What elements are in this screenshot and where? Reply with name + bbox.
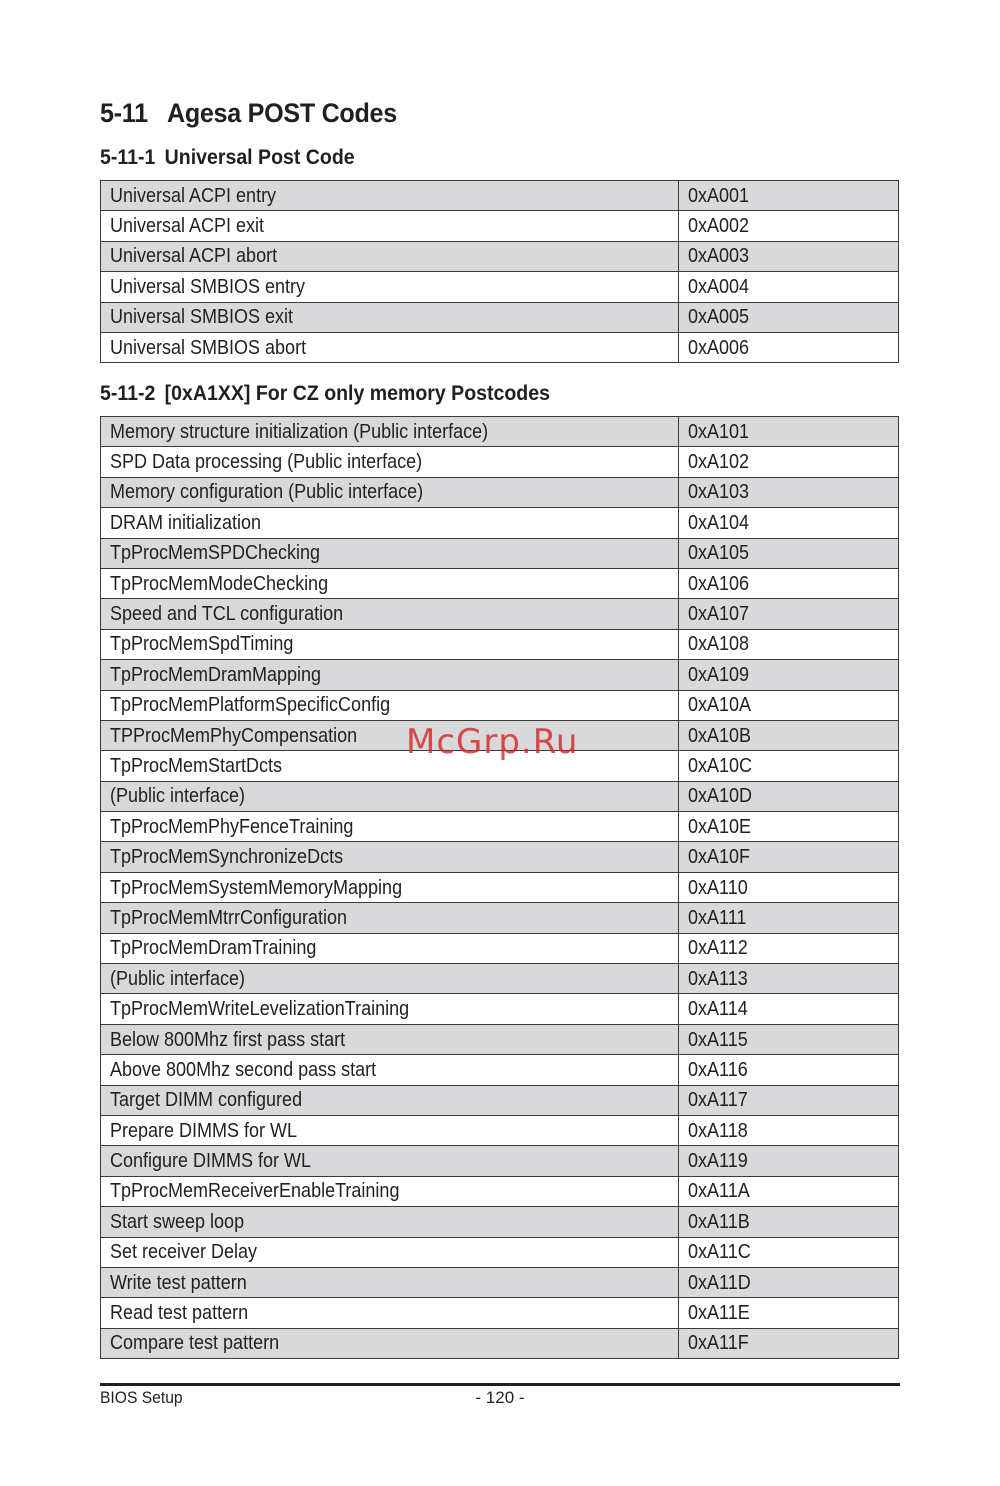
page-number: - 120 - <box>475 1388 525 1407</box>
postcode-description <box>101 538 679 568</box>
description-text: Universal SMBIOS entry <box>110 275 306 298</box>
postcode-description <box>101 447 679 477</box>
description-text: Compare test pattern <box>110 1332 280 1355</box>
postcode-description <box>101 1176 679 1206</box>
postcode-value <box>679 1115 899 1145</box>
code-text: 0xA004 <box>688 275 750 298</box>
table-row <box>101 872 899 902</box>
postcode-value <box>679 477 899 507</box>
table-row <box>101 629 899 659</box>
postcode-description <box>101 720 679 750</box>
postcode-value <box>679 660 899 690</box>
table-row <box>101 272 899 302</box>
description-text: Start sweep loop <box>110 1210 245 1233</box>
code-text: 0xA117 <box>688 1089 748 1112</box>
description-text: TpProcMemStartDcts <box>110 754 283 777</box>
postcode-value <box>679 842 899 872</box>
description-text: Prepare DIMMS for WL <box>110 1119 298 1142</box>
subsection-heading-memory <box>100 382 550 406</box>
postcode-value <box>679 1267 899 1297</box>
code-text: 0xA11F <box>688 1332 749 1355</box>
code-text: 0xA11A <box>688 1180 750 1203</box>
postcode-value <box>679 1085 899 1115</box>
postcode-description <box>101 660 679 690</box>
postcode-description <box>101 1146 679 1176</box>
table-row <box>101 1267 899 1297</box>
table-row <box>101 690 899 720</box>
table-row <box>101 994 899 1024</box>
table-row <box>101 211 899 241</box>
table-row <box>101 781 899 811</box>
code-text: 0xA11D <box>688 1271 751 1294</box>
postcode-value <box>679 241 899 271</box>
description-text: Read test pattern <box>110 1302 249 1325</box>
footer-title: BIOS Setup <box>100 1388 183 1407</box>
description-text: (Public interface) <box>110 967 246 990</box>
table-row <box>101 964 899 994</box>
subsection-title: [0xA1XX] For CZ only memory Postcodes <box>164 382 550 405</box>
description-text: Configure DIMMS for WL <box>110 1150 312 1173</box>
table-row <box>101 1024 899 1054</box>
description-text: Universal ACPI entry <box>110 184 277 207</box>
postcode-value <box>679 812 899 842</box>
postcode-description <box>101 241 679 271</box>
postcode-description <box>101 1115 679 1145</box>
table-row <box>101 447 899 477</box>
postcode-description <box>101 964 679 994</box>
description-text: Below 800Mhz first pass start <box>110 1028 346 1051</box>
description-text: TpProcMemPhyFenceTraining <box>110 815 354 838</box>
description-text: TpProcMemPlatformSpecificConfig <box>110 694 391 717</box>
code-text: 0xA115 <box>688 1028 748 1051</box>
table-row <box>101 599 899 629</box>
postcode-description <box>101 781 679 811</box>
table-row <box>101 332 899 362</box>
postcode-value <box>679 690 899 720</box>
description-text: Universal SMBIOS exit <box>110 306 294 329</box>
code-text: 0xA104 <box>688 511 750 534</box>
postcode-value <box>679 781 899 811</box>
code-text: 0xA11C <box>688 1241 751 1264</box>
postcode-value <box>679 1207 899 1237</box>
postcode-value <box>679 720 899 750</box>
postcode-value <box>679 1298 899 1328</box>
postcode-description <box>101 181 679 211</box>
postcode-description <box>101 508 679 538</box>
description-text: DRAM initialization <box>110 511 262 534</box>
postcode-description <box>101 272 679 302</box>
postcode-value <box>679 181 899 211</box>
table-row <box>101 1115 899 1145</box>
postcode-value <box>679 1237 899 1267</box>
table-row <box>101 1207 899 1237</box>
subsection-title: Universal Post Code <box>164 146 355 169</box>
postcode-description <box>101 1085 679 1115</box>
postcode-value <box>679 933 899 963</box>
code-text: 0xA10C <box>688 754 753 777</box>
postcode-value <box>679 508 899 538</box>
description-text: TpProcMemMtrrConfiguration <box>110 906 348 929</box>
postcode-description <box>101 1328 679 1358</box>
section-number: 5-11 <box>100 98 148 128</box>
code-text: 0xA11E <box>688 1302 750 1325</box>
code-text: 0xA114 <box>688 998 748 1021</box>
postcode-description <box>101 1207 679 1237</box>
table-row <box>101 417 899 447</box>
code-text: 0xA108 <box>688 633 750 656</box>
postcode-value <box>679 1146 899 1176</box>
postcode-description <box>101 812 679 842</box>
table-row <box>101 1328 899 1358</box>
table-row <box>101 812 899 842</box>
code-text: 0xA101 <box>688 420 750 443</box>
description-text: Above 800Mhz second pass start <box>110 1058 377 1081</box>
postcode-description <box>101 568 679 598</box>
postcode-value <box>679 568 899 598</box>
postcode-value <box>679 302 899 332</box>
code-text: 0xA003 <box>688 245 750 268</box>
code-text: 0xA118 <box>688 1119 748 1142</box>
description-text: Universal SMBIOS abort <box>110 336 307 359</box>
code-text: 0xA001 <box>688 184 750 207</box>
postcode-description <box>101 1267 679 1297</box>
subsection-heading-universal <box>100 146 355 170</box>
subsection-number: 5-11-2 <box>100 382 156 405</box>
code-text: 0xA10E <box>688 815 752 838</box>
postcode-description <box>101 1298 679 1328</box>
description-text: TPProcMemPhyCompensation <box>110 724 358 747</box>
memory-postcodes-table <box>100 416 899 1359</box>
postcode-value <box>679 538 899 568</box>
code-text: 0xA116 <box>688 1058 748 1081</box>
postcode-description <box>101 933 679 963</box>
footer-divider <box>100 1383 900 1386</box>
table-row <box>101 568 899 598</box>
description-text: TpProcMemSpdTiming <box>110 633 294 656</box>
postcode-value <box>679 599 899 629</box>
code-text: 0xA111 <box>688 906 747 929</box>
table-row <box>101 302 899 332</box>
postcode-description <box>101 417 679 447</box>
postcode-description <box>101 842 679 872</box>
table-row <box>101 933 899 963</box>
code-text: 0xA110 <box>688 876 748 899</box>
description-text: Speed and TCL configuration <box>110 603 344 626</box>
watermark-logo: McGrp.Ru <box>406 722 579 762</box>
postcode-description <box>101 903 679 933</box>
postcode-description <box>101 1024 679 1054</box>
table-row <box>101 842 899 872</box>
table-row <box>101 1237 899 1267</box>
table-row <box>101 660 899 690</box>
description-text: Write test pattern <box>110 1271 247 1294</box>
postcode-value <box>679 1055 899 1085</box>
postcode-value <box>679 211 899 241</box>
table-row <box>101 1146 899 1176</box>
description-text: Memory configuration (Public interface) <box>110 481 424 504</box>
table-row <box>101 1298 899 1328</box>
table-row <box>101 477 899 507</box>
code-text: 0xA112 <box>688 937 748 960</box>
code-text: 0xA109 <box>688 663 750 686</box>
code-text: 0xA107 <box>688 603 750 626</box>
code-text: 0xA11B <box>688 1210 750 1233</box>
table-row <box>101 508 899 538</box>
description-text: TpProcMemDramTraining <box>110 937 317 960</box>
postcode-value <box>679 447 899 477</box>
description-text: Universal ACPI exit <box>110 215 265 238</box>
description-text: Target DIMM configured <box>110 1089 303 1112</box>
code-text: 0xA10D <box>688 785 753 808</box>
table-row <box>101 241 899 271</box>
description-text: Universal ACPI abort <box>110 245 278 268</box>
code-text: 0xA113 <box>688 967 748 990</box>
postcode-description <box>101 629 679 659</box>
section-title: Agesa POST Codes <box>166 98 397 128</box>
postcode-value <box>679 1176 899 1206</box>
code-text: 0xA002 <box>688 215 750 238</box>
code-text: 0xA10F <box>688 846 751 869</box>
postcode-description <box>101 211 679 241</box>
postcode-value <box>679 272 899 302</box>
table-row <box>101 1055 899 1085</box>
code-text: 0xA10B <box>688 724 752 747</box>
postcode-value <box>679 629 899 659</box>
postcode-value <box>679 872 899 902</box>
code-text: 0xA005 <box>688 306 750 329</box>
description-text: TpProcMemSynchronizeDcts <box>110 846 344 869</box>
postcode-value <box>679 417 899 447</box>
description-text: TpProcMemReceiverEnableTraining <box>110 1180 400 1203</box>
postcode-description <box>101 332 679 362</box>
description-text: TpProcMemModeChecking <box>110 572 329 595</box>
description-text: TpProcMemDramMapping <box>110 663 322 686</box>
description-text: Set receiver Delay <box>110 1241 258 1264</box>
postcode-description <box>101 690 679 720</box>
code-text: 0xA106 <box>688 572 750 595</box>
description-text: TpProcMemWriteLevelizationTraining <box>110 998 410 1021</box>
postcode-value <box>679 994 899 1024</box>
code-text: 0xA10A <box>688 694 752 717</box>
universal-post-code-table <box>100 180 899 363</box>
description-text: Memory structure initialization (Public interface) <box>110 420 489 443</box>
postcode-description <box>101 477 679 507</box>
code-text: 0xA119 <box>688 1150 748 1173</box>
table-row <box>101 181 899 211</box>
postcode-description <box>101 994 679 1024</box>
subsection-number: 5-11-1 <box>100 146 156 169</box>
description-text: TpProcMemSystemMemoryMapping <box>110 876 403 899</box>
postcode-value <box>679 903 899 933</box>
postcode-description <box>101 751 679 781</box>
description-text: SPD Data processing (Public interface) <box>110 451 423 474</box>
postcode-value <box>679 964 899 994</box>
postcode-description <box>101 872 679 902</box>
table-row <box>101 1176 899 1206</box>
postcode-value <box>679 1328 899 1358</box>
code-text: 0xA103 <box>688 481 750 504</box>
section-heading <box>100 98 397 129</box>
postcode-description <box>101 1237 679 1267</box>
description-text: (Public interface) <box>110 785 246 808</box>
code-text: 0xA102 <box>688 451 750 474</box>
postcode-description <box>101 1055 679 1085</box>
postcode-value <box>679 751 899 781</box>
postcode-value <box>679 332 899 362</box>
table-row <box>101 1085 899 1115</box>
postcode-description <box>101 302 679 332</box>
code-text: 0xA105 <box>688 542 750 565</box>
postcode-description <box>101 599 679 629</box>
table-row <box>101 538 899 568</box>
table-row <box>101 903 899 933</box>
code-text: 0xA006 <box>688 336 750 359</box>
postcode-value <box>679 1024 899 1054</box>
description-text: TpProcMemSPDChecking <box>110 542 321 565</box>
